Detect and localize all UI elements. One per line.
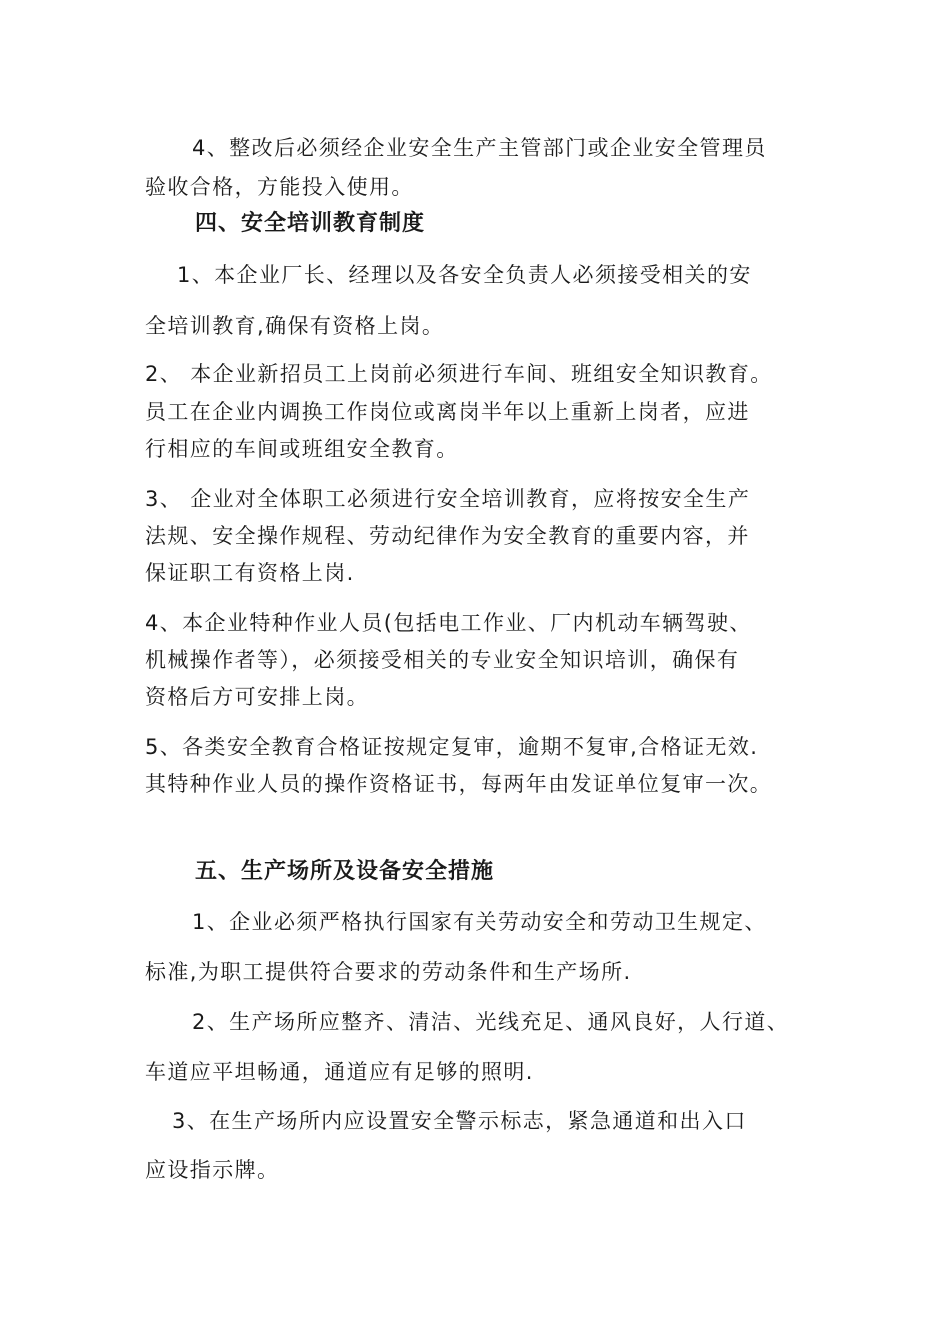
s4-item3-line3: 保证职工有资格上岗.: [145, 561, 355, 585]
s5-item3-line1: 3、在生产场所内应设置安全警示标志，紧急通道和出入口: [172, 1109, 747, 1133]
s4-item5-line2: 其特种作业人员的操作资格证书，每两年由发证单位复审一次。: [145, 772, 773, 796]
s5-item3-line2: 应设指示牌。: [145, 1158, 280, 1182]
s4-item2-line3: 行相应的车间或班组安全教育。: [145, 437, 459, 461]
section4-heading: 四、安全培训教育制度: [195, 211, 426, 236]
s4-item4-line3: 资格后方可安排上岗。: [145, 685, 369, 709]
s5-item2-line2: 车道应平坦畅通，通道应有足够的照明.: [145, 1060, 534, 1084]
s4-item4-line1: 4、本企业特种作业人员(包括电工作业、厂内机动车辆驾驶、: [145, 611, 752, 635]
s5-item1-line1: 1、企业必须严格执行国家有关劳动安全和劳动卫生规定、: [192, 910, 767, 934]
s4-item3-line1: 3、 企业对全体职工必须进行安全培训教育，应将按安全生产: [145, 487, 751, 511]
s4-item1-line1: 1、本企业厂长、经理以及各安全负责人必须接受相关的安: [177, 263, 752, 287]
s4-item2-line2: 员工在企业内调换工作岗位或离岗半年以上重新上岗者，应进: [145, 400, 750, 424]
s4-item4-line2: 机械操作者等），必须接受相关的专业安全知识培训，确保有: [145, 648, 740, 672]
s3-item4-line1: 4、整改后必须经企业安全生产主管部门或企业安全管理员: [192, 136, 767, 160]
s4-item1-line2: 全培训教育,确保有资格上岗。: [145, 314, 445, 338]
section5-heading: 五、生产场所及设备安全措施: [195, 859, 495, 884]
s4-item2-line1: 2、 本企业新招员工上岗前必须进行车间、班组安全知识教育。: [145, 362, 773, 386]
s3-item4-line2: 验收合格，方能投入使用。: [145, 175, 414, 199]
s5-item2-line1: 2、生产场所应整齐、清洁、光线充足、通风良好，人行道、: [192, 1010, 790, 1034]
s4-item3-line2: 法规、安全操作规程、劳动纪律作为安全教育的重要内容，并: [145, 524, 750, 548]
s4-item5-line1: 5、各类安全教育合格证按规定复审，逾期不复审,合格证无效.: [145, 735, 759, 759]
s5-item1-line2: 标准,为职工提供符合要求的劳动条件和生产场所.: [145, 960, 632, 984]
